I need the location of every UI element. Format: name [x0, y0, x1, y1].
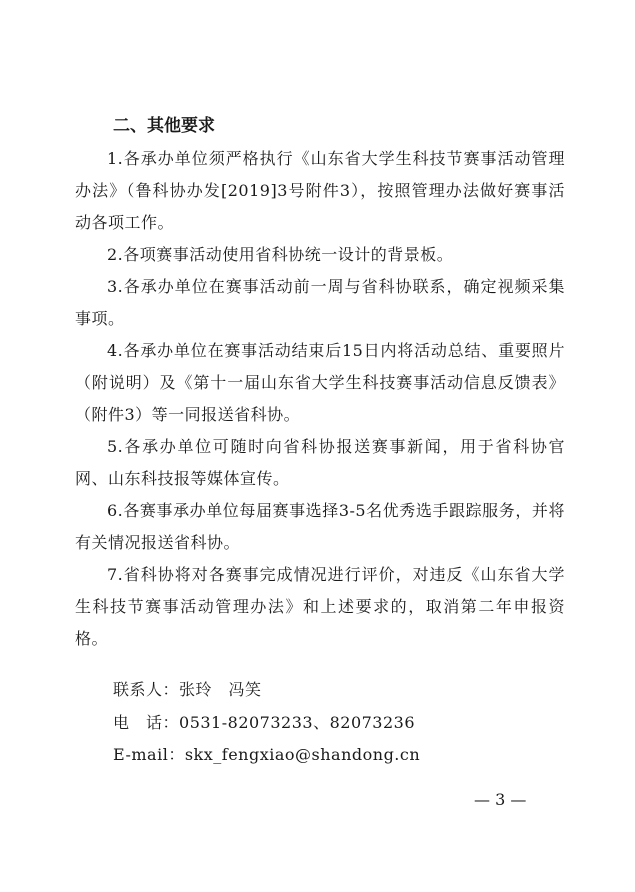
contact-email-value: skx_fengxiao@shandong.cn [184, 745, 421, 764]
contact-phone-value: 0531-82073233、82073236 [179, 713, 416, 732]
requirement-item-4: 4.各承办单位在赛事活动结束后15日内将活动总结、重要照片（附说明）及《第十一届山东省大学生科技赛事活动信息反馈表》（附件3）等一同报送省科协。 [75, 341, 565, 424]
requirement-item-1: 1.各承办单位须严格执行《山东省大学生科技节赛事活动管理办法》（鲁科协办发[2019]3号附件3），按照管理办法做好赛事活动各项工作。 [75, 149, 565, 232]
requirement-item-6: 6.各赛事承办单位每届赛事选择3-5名优秀选手跟踪服务，并将有关情况报送省科协。 [75, 501, 565, 552]
section-heading: 二、其他要求 [113, 116, 215, 136]
requirement-item-2: 2.各项赛事活动使用省科协统一设计的背景板。 [107, 245, 454, 264]
page-number: — 3 — [474, 790, 527, 809]
requirement-item-7: 7.省科协将对各赛事完成情况进行评价，对违反《山东省大学生科技节赛事活动管理办法》和上述要求的，取消第二年申报资格。 [75, 565, 565, 648]
requirement-item-5: 5.各承办单位可随时向省科协报送赛事新闻，用于省科协官网、山东科技报等媒体宣传。 [75, 437, 565, 488]
contact-person-label: 联系人： [113, 680, 180, 699]
requirements-list [75, 143, 565, 655]
contact-phone-line [113, 711, 415, 735]
contact-email-label: E-mail： [113, 745, 185, 764]
contact-person-value: 张玲 冯笑 [179, 680, 262, 699]
contact-phone-label: 电 话： [113, 713, 180, 732]
requirement-item-3: 3.各承办单位在赛事活动前一周与省科协联系，确定视频采集事项。 [75, 277, 565, 328]
contact-person-line [113, 678, 262, 702]
contact-email-line [113, 743, 420, 767]
